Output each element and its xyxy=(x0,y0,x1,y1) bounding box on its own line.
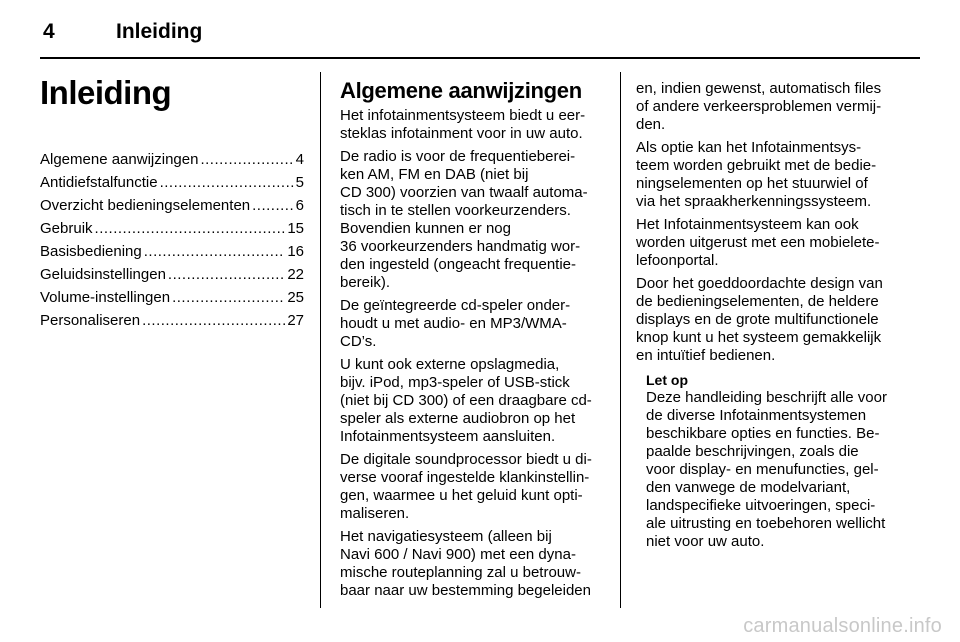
toc-page-number: 15 xyxy=(287,220,304,237)
chapter-title: Inleiding xyxy=(40,74,172,111)
header-rule xyxy=(40,57,920,59)
toc-page-number: 16 xyxy=(287,243,304,260)
toc-label: Basisbediening xyxy=(40,243,142,260)
toc-entry-overzicht-bedieningselementen[interactable] xyxy=(40,194,304,217)
paragraph-soundprocessor: De digitale soundprocessor biedt u di- verse vooraf ingestelde klankinstellin- gen, waarmee u het geluid kunt opti- maliseren. xyxy=(340,451,592,522)
toc-label: Volume-instellingen xyxy=(40,289,171,306)
toc-label: Geluidsinstellingen xyxy=(40,266,166,283)
note-text: Deze handleiding beschrijft alle voor de diverse Infotainmentsystemen beschikbare opties en functies. Be- paalde beschrijvingen, zoals die voor display- en menufuncties, gel- den vanwege de modelvariant, landspecifieke uitvoeringen, speci- ale uitrusting en toebehoren wellicht niet voor uw auto. xyxy=(646,389,887,550)
column-divider-1 xyxy=(320,72,321,608)
paragraph-steering-wheel-controls: Als optie kan het Infotainmentsys- teem worden gebruikt met de bedie- ningselementen op het stuurwiel of via het spraakherkenningssysteem. xyxy=(636,139,877,210)
toc-entry-algemene-aanwijzingen[interactable] xyxy=(40,148,304,171)
toc-entry-antidiefstalfunctie[interactable] xyxy=(40,171,304,194)
table-of-contents xyxy=(40,148,304,332)
paragraph-phone-portal: Het Infotainmentsysteem kan ook worden uitgerust met een mobielete- lefoonportal. xyxy=(636,216,880,269)
toc-page-number: 5 xyxy=(295,174,304,191)
paragraph-design: Door het goeddoordachte design van de bedieningselementen, de heldere displays en de grote multifunctionele knop kunt u het systeem gemakkelijk en intuïtief bedienen. xyxy=(636,275,883,364)
toc-page-number: 22 xyxy=(287,266,304,283)
watermark: carmanualsonline.info xyxy=(743,615,942,637)
toc-label: Gebruik xyxy=(40,220,93,237)
toc-entry-basisbediening[interactable] xyxy=(40,240,304,263)
paragraph-intro: Het infotainmentsysteem biedt u eer- steklas infotainment voor in uw auto. xyxy=(340,107,586,142)
column-divider-2 xyxy=(620,72,621,608)
column-1 xyxy=(40,68,304,332)
toc-label: Antidiefstalfunctie xyxy=(40,174,158,191)
toc-entry-geluidsinstellingen[interactable] xyxy=(40,263,304,286)
column-3 xyxy=(636,68,904,551)
toc-page-number: 4 xyxy=(295,151,304,168)
paragraph-cd-player: De geïntegreerde cd-speler onder- houdt u met audio- en MP3/WMA- CD’s. xyxy=(340,297,571,350)
toc-leader-dots xyxy=(144,240,286,263)
toc-entry-gebruik[interactable] xyxy=(40,217,304,240)
header-title: Inleiding xyxy=(116,20,203,43)
page-header xyxy=(40,20,920,50)
toc-page-number: 25 xyxy=(287,289,304,306)
column-2 xyxy=(340,68,604,605)
paragraph-external-media: U kunt ook externe opslagmedia, bijv. iPod, mp3-speler of USB-stick (niet bij CD 300) of een draagbare cd- speler als externe audiobron op het Infotainmentsysteem aansluiten. xyxy=(340,356,592,445)
page-number: 4 xyxy=(43,20,55,43)
toc-label: Personaliseren xyxy=(40,312,141,329)
toc-leader-dots xyxy=(172,286,285,309)
toc-page-number: 6 xyxy=(295,197,304,214)
toc-leader-dots xyxy=(160,171,294,194)
toc-entry-personaliseren[interactable] xyxy=(40,309,304,332)
section-title: Algemene aanwijzingen xyxy=(340,78,582,103)
paragraph-radio: De radio is voor de frequentieberei- ken AM, FM en DAB (niet bij CD 300) voorzien van twaalf automa- tisch in te stellen voorkeurzenders. Bovendien kunnen er nog 36 voorkeurzenders handmatig wor- den ingesteld (ongeacht frequentie- bereik). xyxy=(340,148,588,291)
toc-leader-dots xyxy=(95,217,286,240)
paragraph-navigation-continued: en, indien gewenst, automatisch files of andere verkeersproblemen vermij- den. xyxy=(636,80,882,133)
toc-page-number: 27 xyxy=(287,312,304,329)
paragraph-navigation: Het navigatiesysteem (alleen bij Navi 600 / Navi 900) met een dyna- mische routeplanning zal u betrouw- baar naar uw bestemming begeleiden xyxy=(340,528,591,599)
toc-entry-volume-instellingen[interactable] xyxy=(40,286,304,309)
toc-label: Overzicht bedieningselementen xyxy=(40,197,251,214)
toc-leader-dots xyxy=(200,148,293,171)
note-box xyxy=(646,371,904,551)
toc-label: Algemene aanwijzingen xyxy=(40,151,199,168)
toc-leader-dots xyxy=(252,194,294,217)
note-title: Let op xyxy=(646,372,688,388)
toc-leader-dots xyxy=(168,263,285,286)
toc-leader-dots xyxy=(142,309,285,332)
